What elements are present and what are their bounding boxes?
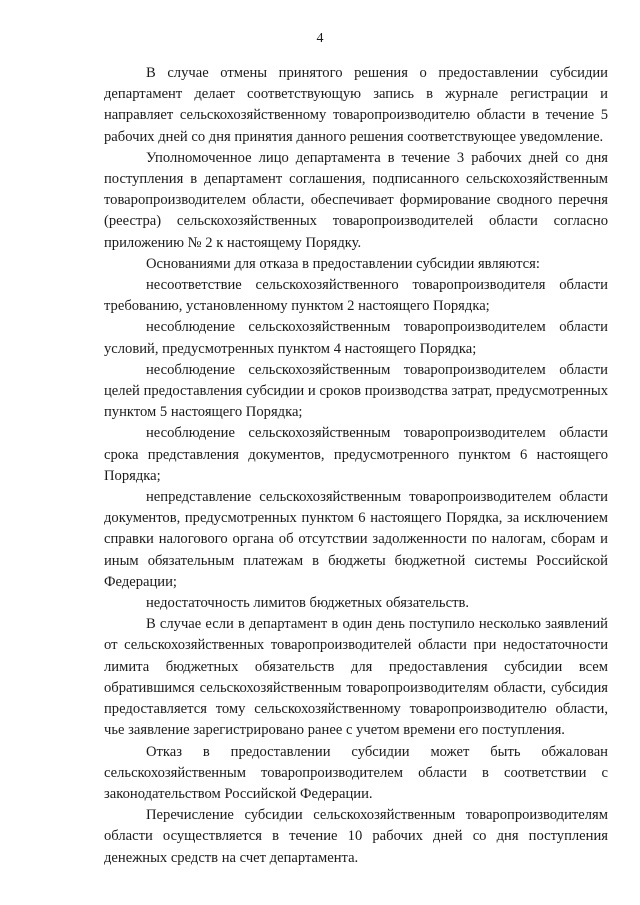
paragraph-refusal-ground-2: несоблюдение сельскохозяйственным товаропроизводителем области условий, предусмотренных пунктом 4 настоящего Порядка; bbox=[104, 319, 608, 357]
paragraph-appeal: Отказ в предоставлении субсидии может быть обжалован сельскохозяйственным товаропроизводителем области в соответствии с законодательством Российской Федерации. bbox=[104, 743, 608, 802]
paragraph-refusal-ground-3: несоблюдение сельскохозяйственным товаропроизводителем области целей предоставления субсидии и сроков производства затрат, предусмотренных пунктом 5 настоящего Порядка; bbox=[104, 361, 608, 421]
paragraph-refusal-ground-4: несоблюдение сельскохозяйственным товаропроизводителем области срока представления документов, предусмотренного пунктом 6 настоящего Порядка; bbox=[104, 425, 608, 484]
page-number: 4 bbox=[316, 31, 324, 46]
document-body bbox=[104, 63, 608, 869]
paragraph-refusal-ground-6: недостаточность лимитов бюджетных обязательств. bbox=[146, 595, 469, 612]
paragraph-refusal-ground-1: несоответствие сельскохозяйственного товаропроизводителя области требованию, установленному пунктом 2 настоящего Порядка; bbox=[104, 277, 608, 315]
paragraph-transfer: Перечисление субсидии сельскохозяйственным товаропроизводителям области осуществляется в течение 10 рабочих дней со дня поступления денежных средств на счет департамента. bbox=[104, 807, 608, 866]
paragraph-multiple-applications: В случае если в департамент в один день поступило несколько заявлений от сельскохозяйственных товаропроизводителей области при недостаточности лимита бюджетных обязательств для предоставления субсидии всем обратившимся сельскохозяйственным товаропроизводителям области, субсидия предоставляется тому сельскохозяйственному товаропроизводителю области, чье заявление зарегистрировано ранее с учетом времени его поступления. bbox=[104, 616, 608, 739]
paragraph-cancellation-notice: В случае отмены принятого решения о предоставлении субсидии департамент делает соответствующую запись в журнале регистрации и направляет сельскохозяйственному товаропроизводителю области в течение 5 рабочих дней со дня принятия данного решения соответствующее уведомление. bbox=[104, 65, 608, 145]
paragraph-registry-formation: Уполномоченное лицо департамента в течение 3 рабочих дней со дня поступления в департамент соглашения, подписанного сельскохозяйственным товаропроизводителем области, обеспечивает формирование сводного перечня (реестра) сельскохозяйственных товаропроизводителей области согласно приложению № 2 к настоящему Порядку. bbox=[104, 149, 608, 251]
paragraph-refusal-grounds-intro: Основаниями для отказа в предоставлении субсидии являются: bbox=[146, 255, 540, 272]
paragraph-refusal-ground-5: непредставление сельскохозяйственным товаропроизводителем области документов, предусмотренных пунктом 6 настоящего Порядка, за исключением справки налогового органа об отсутствии задолженности по налогам, сборам и иным обязательным платежам в бюджеты бюджетной системы Российской Федерации; bbox=[104, 489, 608, 590]
